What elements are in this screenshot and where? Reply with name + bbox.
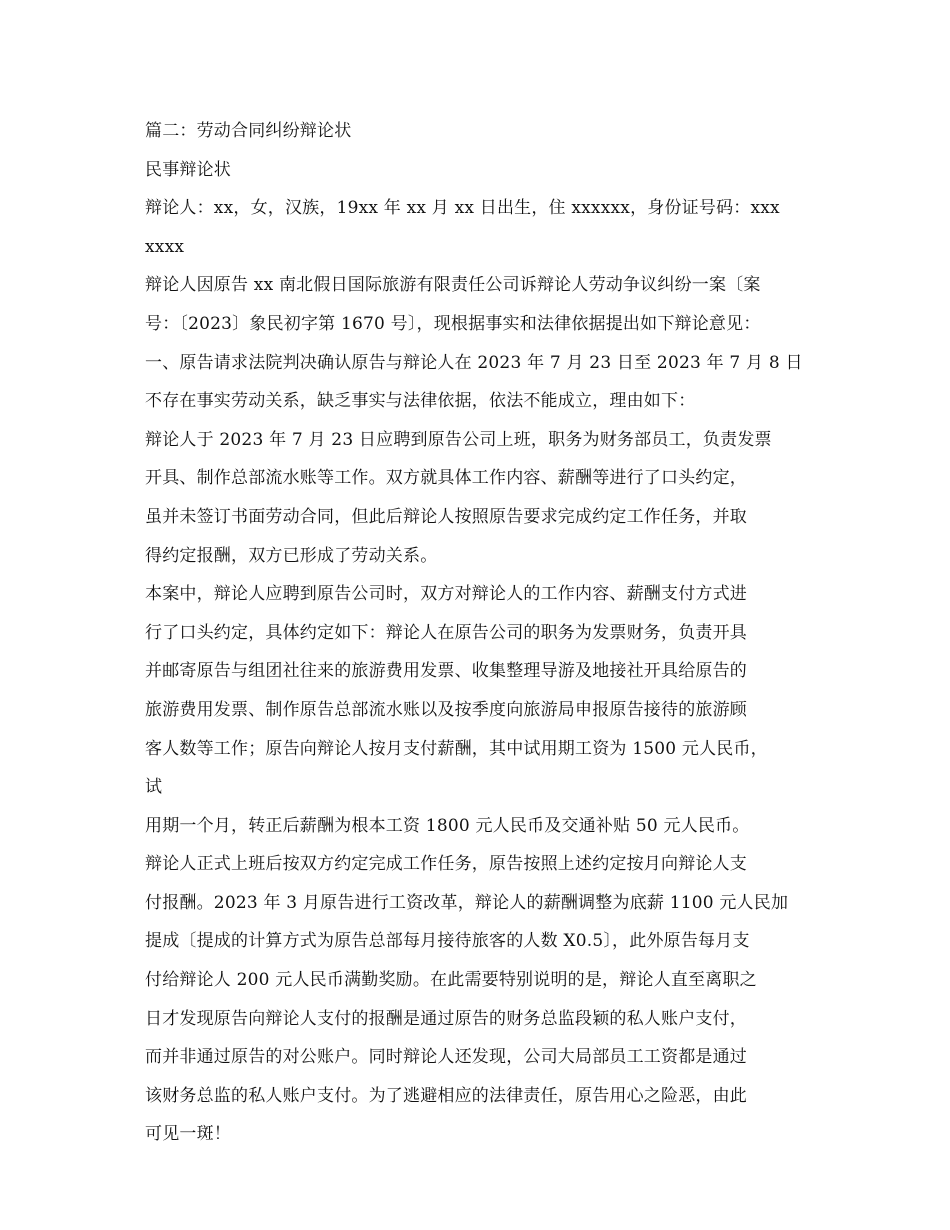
- text-line: 辩论人：xx，女，汉族，19xx 年 xx 月 xx 日出生，住 xxxxxx，身份证号码：xxx: [145, 198, 780, 219]
- text-line: 开具、制作总部流水账等工作。双方就具体工作内容、薪酬等进行了口头约定，: [145, 468, 747, 489]
- text-line: 虽并未签订书面劳动合同，但此后辩论人按照原告要求完成约定工作任务，并取: [145, 506, 747, 527]
- section-heading: 篇二：劳动合同纠纷辩论状: [145, 121, 352, 141]
- text-line: 付报酬。2023 年 3 月原告进行工资改革，辩论人的薪酬调整为底薪 1100 元人民加: [145, 892, 789, 913]
- text-line: xxxx: [145, 236, 185, 257]
- text-line: 而并非通过原告的对公账户。同时辩论人还发现，公司大局部员工工资都是通过: [145, 1047, 747, 1068]
- text-line: 试: [145, 777, 163, 798]
- text-line: 得约定报酬，双方已形成了劳动关系。: [145, 545, 438, 566]
- text-line: 旅游费用发票、制作原告总部流水账以及按季度向旅游局申报原告接待的旅游顾: [145, 699, 747, 720]
- text-line: 行了口头约定，具体约定如下：辩论人在原告公司的职务为发票财务，负责开具: [145, 622, 747, 643]
- text-line: 提成〔提成的计算方式为原告总部每月接待旅客的人数 X0.5〕，此外原告每月支: [145, 931, 750, 952]
- text-line: 用期一个月，转正后薪酬为根本工资 1800 元人民币及交通补贴 50 元人民币。: [145, 815, 750, 836]
- text-line: 客人数等工作；原告向辩论人按月支付薪酬，其中试用期工资为 1500 元人民币，: [145, 738, 768, 759]
- text-line: 一、原告请求法院判决确认原告与辩论人在 2023 年 7 月 23 日至 2023 年 7 月 8 日: [145, 352, 803, 373]
- text-line: 日才发现原告向辩论人支付的报酬是通过原告的财务总监段颖的私人账户支付，: [145, 1008, 747, 1029]
- text-line: 付给辩论人 200 元人民币满勤奖励。在此需要特别说明的是，辩论人直至离职之: [145, 970, 757, 991]
- text-line: 并邮寄原告与组团社往来的旅游费用发票、收集整理导游及地接社开具给原告的: [145, 661, 747, 682]
- document-title: 民事辩论状: [145, 159, 231, 180]
- text-line: 辩论人于 2023 年 7 月 23 日应聘到原告公司上班，职务为财务部员工，负责发票: [145, 429, 772, 450]
- text-line: 辩论人因原告 xx 南北假日国际旅游有限责任公司诉辩论人劳动争议纠纷一案〔案: [145, 275, 761, 296]
- document-body: [145, 112, 805, 1154]
- text-line: 不存在事实劳动关系，缺乏事实与法律依据，依法不能成立，理由如下：: [145, 391, 696, 412]
- text-line: 可见一斑！: [145, 1124, 231, 1145]
- text-line: 号：〔2023〕象民初字第 1670 号〕，现根据事实和法律依据提出如下辩论意见：: [145, 313, 761, 334]
- text-line: 该财务总监的私人账户支付。为了逃避相应的法律责任，原告用心之险恶，由此: [145, 1085, 747, 1106]
- text-line: 本案中，辩论人应聘到原告公司时，双方对辩论人的工作内容、薪酬支付方式进: [145, 584, 747, 605]
- text-line: 辩论人正式上班后按双方约定完成工作任务，原告按照上述约定按月向辩论人支: [145, 854, 747, 875]
